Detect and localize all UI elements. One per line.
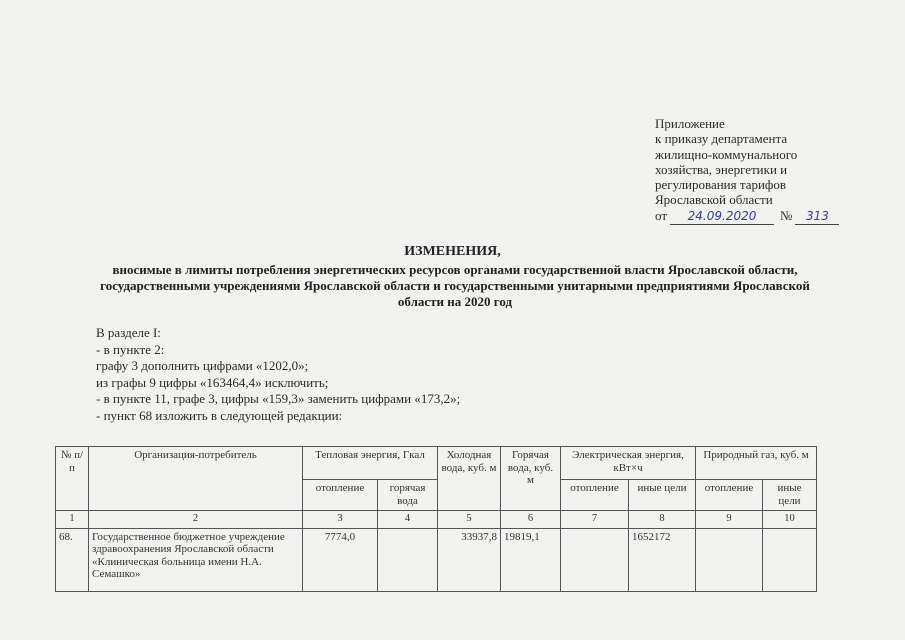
text-line: - в пункте 2: — [96, 341, 165, 357]
subheader-gas-other: иные цели — [763, 480, 817, 511]
row-gas-other — [763, 528, 817, 591]
text-line: В разделе I: — [96, 325, 161, 340]
column-number: 9 — [696, 511, 763, 529]
text-line: графу 3 дополнить цифрами «1202,0»; — [96, 358, 309, 373]
document-subtitle: вносимые в лимиты потребления энергетических ресурсов органами государственной власти Ярославской области, государственными учреждениями Ярославской области и государственными унитарными предприятиями Ярославской области на 2020 год — [100, 262, 810, 309]
row-num: 68. — [56, 528, 89, 591]
header-num: № п/п — [56, 447, 89, 511]
subheader-electric-heating: отопление — [561, 480, 629, 511]
number-prefix: № — [780, 207, 793, 223]
column-number: 6 — [501, 511, 561, 529]
order-date-line — [655, 208, 855, 225]
column-number: 5 — [438, 511, 501, 529]
document-title: ИЗМЕНЕНИЯ, — [404, 244, 501, 259]
column-number: 10 — [763, 511, 817, 529]
subheader-heat-hotwater: горячая вода — [378, 480, 438, 511]
appendix-line: Приложение — [655, 116, 725, 131]
row-cold-water: 33937,8 — [438, 528, 501, 591]
date-prefix: от — [655, 207, 668, 223]
appendix-line: хозяйства, энергетики и — [655, 161, 788, 177]
header-hot-water: Горячая вода, куб. м — [501, 447, 561, 511]
handwritten-number: 313 — [795, 209, 839, 225]
column-number: 4 — [378, 511, 438, 529]
row-electric-other: 1652172 — [629, 528, 696, 591]
column-number-row — [56, 511, 817, 529]
table-header-row — [56, 447, 817, 480]
row-hot-water: 19819,1 — [501, 528, 561, 591]
column-number: 7 — [561, 511, 629, 529]
header-cold-water: Холодная вода, куб. м — [438, 447, 501, 511]
text-line: - пункт 68 изложить в следующей редакции: — [96, 407, 343, 423]
row-organization: Государственное бюджетное учреждение здравоохранения Ярославской области «Клиническая больница имени Н.А. Семашко» — [89, 528, 303, 591]
row-heat-hotwater — [378, 528, 438, 591]
handwritten-date: 24.09.2020 — [670, 209, 774, 225]
subheader-electric-other: иные цели — [629, 480, 696, 511]
column-number: 2 — [89, 511, 303, 529]
text-line: - в пункте 11, графе 3, цифры «159,3» заменить цифрами «173,2»; — [96, 391, 461, 406]
row-gas-heating — [696, 528, 763, 591]
column-number: 8 — [629, 511, 696, 529]
header-heat-energy: Тепловая энергия, Гкал — [303, 447, 438, 480]
appendix-line: жилищно-коммунального — [655, 146, 798, 162]
column-number: 3 — [303, 511, 378, 529]
subheader-gas-heating: отопление — [696, 480, 763, 511]
appendix-line: регулирования тарифов — [655, 177, 786, 193]
header-organization: Организация-потребитель — [89, 447, 303, 511]
header-electric-energy: Электрическая энергия, кВт×ч — [561, 447, 696, 480]
appendix-block — [655, 116, 855, 225]
column-number: 1 — [56, 511, 89, 529]
appendix-line: к приказу департамента — [655, 131, 788, 147]
table-row — [56, 528, 817, 591]
subheader-heat-heating: отопление — [303, 480, 378, 511]
limits-table — [55, 446, 817, 592]
appendix-line: Ярославской области — [655, 192, 773, 208]
text-line: из графы 9 цифры «163464,4» исключить; — [96, 374, 329, 390]
header-natural-gas: Природный газ, куб. м — [696, 447, 817, 480]
row-electric-heating — [561, 528, 629, 591]
amendments-text — [96, 325, 796, 424]
row-heat-heating: 7774,0 — [303, 528, 378, 591]
